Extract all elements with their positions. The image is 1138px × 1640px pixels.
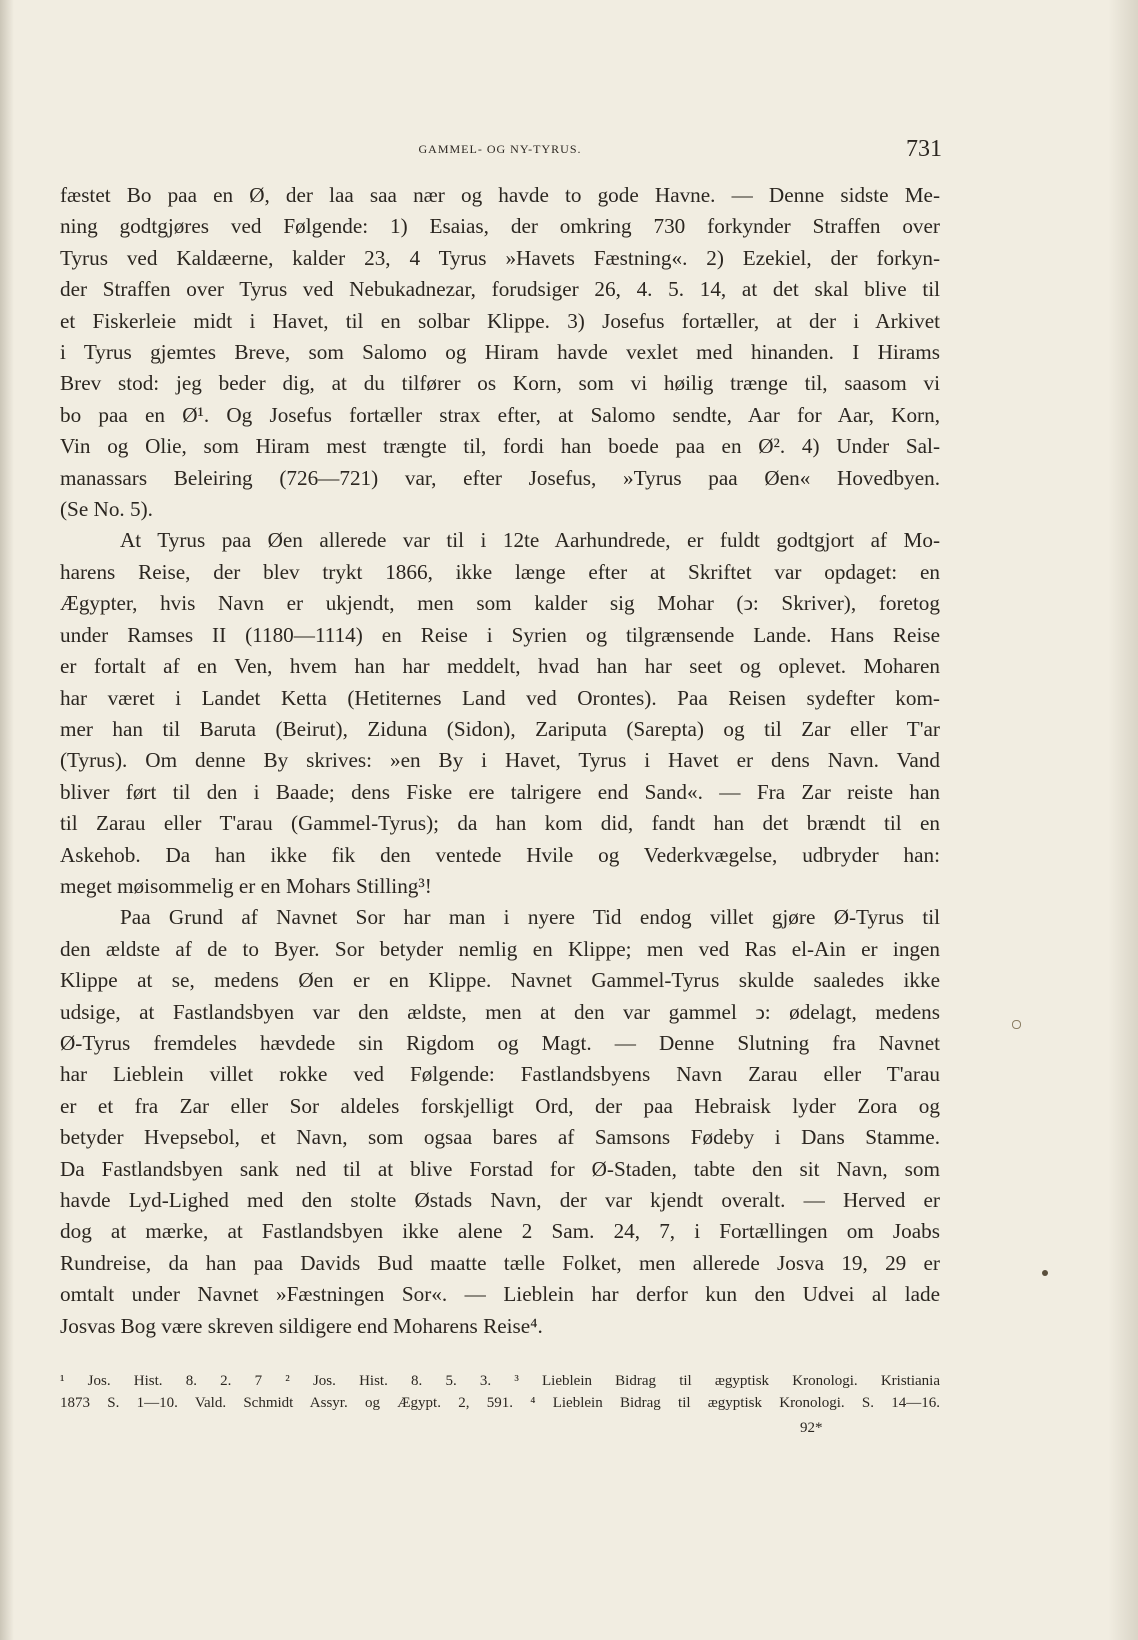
running-head [60, 138, 940, 164]
page-edge-shadow-right [1108, 0, 1138, 1640]
text-line: bo paa en Ø¹. Og Josefus fortæller strax efter, at Salomo sendte, Aar for Aar, Korn, [60, 402, 940, 427]
text-line: Da Fastlandsbyen sank ned til at blive Forstad for Ø-Staden, tabte den sit Navn, som [60, 1156, 940, 1181]
text-line: er fortalt af en Ven, hvem han har meddelt, hvad han har seet og oplevet. Moharen [60, 654, 940, 679]
footnote-line: 1873 S. 1—10. Vald. Schmidt Assyr. og Ægypt. 2, 591. ⁴ Lieblein Bidrag til ægyptisk Kronologi. S. 14—16. [60, 1395, 940, 1411]
text-line: Tyrus ved Kaldæerne, kalder 23, 4 Tyrus »Havets Fæstning«. 2) Ezekiel, der forkyn- [60, 245, 940, 270]
text-line: mer han til Baruta (Beirut), Ziduna (Sidon), Zariputa (Sarepta) og til Zar eller T'ar [60, 716, 940, 741]
page-speck [1012, 1020, 1021, 1029]
text-line: fæstet Bo paa en Ø, der laa saa nær og havde to gode Havne. — Denne sidste Me- [60, 183, 940, 207]
text-line: Josvas Bog være skreven sildigere end Moharens Reise⁴. [60, 1313, 543, 1338]
paragraph-start-line: Paa Grund af Navnet Sor har man i nyere Tid endog villet gjøre Ø-Tyrus til [120, 905, 940, 930]
text-line: har været i Landet Ketta (Hetiternes Land ved Orontes). Paa Reisen sydefter kom- [60, 685, 940, 710]
text-line: har Lieblein villet rokke ved Følgende: Fastlandsbyens Navn Zarau eller T'arau [60, 1062, 940, 1087]
text-line: harens Reise, der blev trykt 1866, ikke længe efter at Skriftet var opdaget: en [60, 559, 940, 584]
footnote-line: ¹ Jos. Hist. 8. 2. 7 ² Jos. Hist. 8. 5. 3. ³ Lieblein Bidrag til ægyptisk Kronologi. Kristiania [60, 1373, 940, 1389]
paragraph-start-line: At Tyrus paa Øen allerede var til i 12te Aarhundrede, er fuldt godtgjort af Mo- [120, 528, 940, 553]
text-line: Ægypter, hvis Navn er ukjendt, men som kalder sig Mohar (ↄ: Skriver), foretog [60, 591, 940, 616]
signature-mark: 92* [800, 1420, 823, 1436]
text-line: Rundreise, da han paa Davids Bud maatte tælle Folket, men allerede Josva 19, 29 er [60, 1250, 940, 1275]
text-line: (Se No. 5). [60, 497, 153, 522]
text-line: et Fiskerleie midt i Havet, til en solbar Klippe. 3) Josefus fortæller, at der i Arkivet [60, 308, 940, 333]
text-line: bliver ført til den i Baade; dens Fiske ere talrigere end Sand«. — Fra Zar reiste han [60, 779, 940, 804]
text-line: betyder Hvepsebol, et Navn, som ogsaa bares af Samsons Fødeby i Dans Stamme. [60, 1125, 940, 1150]
text-line: omtalt under Navnet »Fæstningen Sor«. — Lieblein har derfor kun den Udvei al lade [60, 1282, 940, 1307]
text-line: er et fra Zar eller Sor aldeles forskjelligt Ord, der paa Hebraisk lyder Zora og [60, 1093, 940, 1118]
text-line: havde Lyd-Lighed med den stolte Østads Navn, der var kjendt overalt. — Herved er [60, 1188, 940, 1212]
page-edge-shadow-left [0, 0, 14, 1640]
text-line: der Straffen over Tyrus ved Nebukadnezar, forudsiger 26, 4. 5. 14, at det skal blive til [60, 277, 940, 302]
text-line: manassars Beleiring (726—721) var, efter Josefus, »Tyrus paa Øen« Hovedbyen. [60, 465, 940, 490]
text-line: ning godtgjøres ved Følgende: 1) Esaias, der omkring 730 forkynder Straffen over [60, 214, 940, 239]
text-line: dog at mærke, at Fastlandsbyen ikke alene 2 Sam. 24, 7, i Fortællingen om Joabs [60, 1219, 940, 1244]
page-speck [1042, 1270, 1048, 1276]
text-line: Vin og Olie, som Hiram mest trængte til, fordi han boede paa en Ø². 4) Under Sal- [60, 434, 940, 459]
text-line: i Tyrus gjemtes Breve, som Salomo og Hiram havde vexlet med hinanden. I Hirams [60, 340, 940, 365]
body-text [60, 180, 940, 1342]
text-line: under Ramses II (1180—1114) en Reise i Syrien og tilgrænsende Lande. Hans Reise [60, 622, 940, 647]
text-line: den ældste af de to Byer. Sor betyder nemlig en Klippe; men ved Ras el-Ain er ingen [60, 936, 940, 961]
text-line: Klippe at se, medens Øen er en Klippe. Navnet Gammel-Tyrus skulde saaledes ikke [60, 968, 940, 993]
page-number: 731 [906, 136, 942, 162]
text-line: (Tyrus). Om denne By skrives: »en By i Havet, Tyrus i Havet er dens Navn. Vand [60, 748, 940, 773]
text-line: Brev stod: jeg beder dig, at du tilfører os Korn, som vi høilig trænge til, saasom vi [60, 371, 940, 396]
text-line: udsige, at Fastlandsbyen var den ældste, men at den var gammel ↄ: ødelagt, medens [60, 999, 940, 1024]
footnotes [60, 1370, 940, 1414]
text-line: Ø-Tyrus fremdeles hævdede sin Rigdom og Magt. — Denne Slutning fra Navnet [60, 1030, 940, 1055]
running-title: GAMMEL- OG NY-TYRUS. [418, 142, 582, 156]
text-line: meget møisommelig er en Mohars Stilling³! [60, 873, 432, 898]
text-line: til Zarau eller T'arau (Gammel-Tyrus); da han kom did, fandt han det brændt til en [60, 811, 940, 836]
text-line: Askehob. Da han ikke fik den ventede Hvile og Vederkvægelse, udbryder han: [60, 842, 940, 867]
